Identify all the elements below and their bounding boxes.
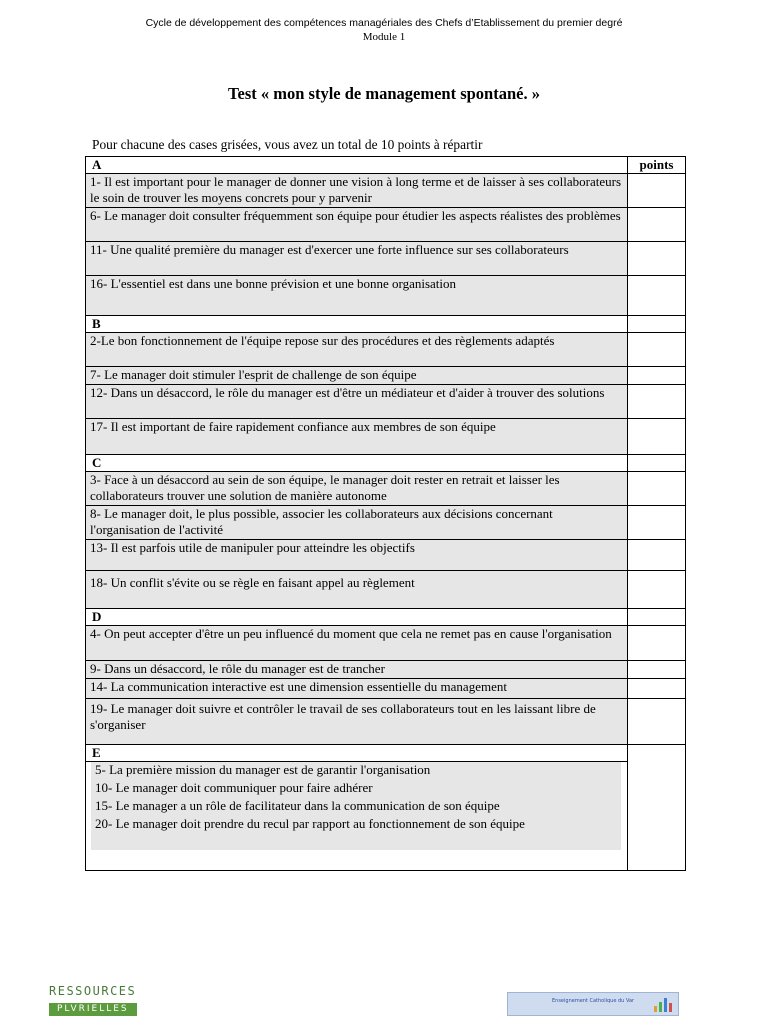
statement-text: 19- Le manager doit suivre et contrôler le travail de ses collaborateurs tout en les laissant libre de s'organiser [86, 699, 628, 745]
document-header-title: Cycle de développement des compétences managériales des Chefs d’Etablissement du premier degré [145, 17, 623, 29]
points-input-cell[interactable] [628, 419, 686, 455]
points-input-cell[interactable] [628, 472, 686, 506]
table-bottom-spacer [91, 850, 621, 870]
statement-row [86, 385, 686, 419]
statement-row [86, 242, 686, 276]
statement-text: 12- Dans un désaccord, le rôle du manager est d'être un médiateur et d'aider à trouver des solutions [86, 385, 628, 419]
statement-text: 4- On peut accepter d'être un peu influencé du moment que cela ne remet pas en cause l'organisation [86, 626, 628, 661]
section-e-body [86, 762, 686, 871]
points-input-cell[interactable] [628, 762, 686, 871]
statement-text: 14- La communication interactive est une dimension essentielle du management [86, 679, 628, 699]
points-input-cell[interactable] [628, 174, 686, 208]
section-letter: A [86, 157, 628, 174]
statement-row [86, 419, 686, 455]
statement-text: 17- Il est important de faire rapidement confiance aux membres de son équipe [86, 419, 628, 455]
statement-row [86, 208, 686, 242]
points-input-cell[interactable] [628, 540, 686, 571]
points-header-cell-empty [628, 316, 686, 333]
points-header-cell-empty [628, 609, 686, 626]
statement-text: 10- Le manager doit communiquer pour faire adhérer [91, 780, 621, 798]
section-e-statements [86, 762, 628, 871]
section-letter: D [86, 609, 628, 626]
statement-row [86, 367, 686, 385]
statement-row [86, 679, 686, 699]
section-header-row [86, 455, 686, 472]
statement-row [86, 174, 686, 208]
statement-row [86, 276, 686, 316]
questionnaire-table [85, 156, 686, 871]
logo-bars-icon [652, 994, 672, 1012]
statement-row [86, 571, 686, 609]
statement-text: 2-Le bon fonctionnement de l'équipe repose sur des procédures et des règlements adaptés [86, 333, 628, 367]
statement-row [86, 661, 686, 679]
statement-text: 7- Le manager doit stimuler l'esprit de challenge de son équipe [86, 367, 628, 385]
points-input-cell[interactable] [628, 208, 686, 242]
points-input-cell[interactable] [628, 661, 686, 679]
statement-text: 20- Le manager doit prendre du recul par rapport au fonctionnement de son équipe [91, 816, 621, 850]
statement-text: 11- Une qualité première du manager est d'exercer une forte influence sur ses collaborateurs [86, 242, 628, 276]
statement-text: 5- La première mission du manager est de garantir l'organisation [91, 762, 621, 780]
statement-text: 9- Dans un désaccord, le rôle du manager est de trancher [86, 661, 628, 679]
points-input-cell[interactable] [628, 333, 686, 367]
statement-row [86, 472, 686, 506]
points-column-header: points [628, 157, 686, 174]
points-input-cell[interactable] [628, 679, 686, 699]
statement-text: 16- L'essentiel est dans une bonne prévision et une bonne organisation [86, 276, 628, 316]
statement-text: 18- Un conflit s'évite ou se règle en faisant appel au règlement [86, 571, 628, 609]
statement-row [86, 506, 686, 540]
section-letter: C [86, 455, 628, 472]
section-header-row [86, 316, 686, 333]
statement-text: 8- Le manager doit, le plus possible, associer les collaborateurs aux décisions concernant l'organisation de l'activité [86, 506, 628, 540]
points-input-cell[interactable] [628, 506, 686, 540]
section-header-row [86, 609, 686, 626]
statement-text: 13- Il est parfois utile de manipuler pour atteindre les objectifs [86, 540, 628, 571]
logo-text-bottom: PLVRIELLES [49, 1003, 137, 1016]
statement-text: 3- Face à un désaccord au sein de son équipe, le manager doit rester en retrait et laisser les collaborateurs trouver une solution de manière autonome [86, 472, 628, 506]
points-input-cell[interactable] [628, 276, 686, 316]
logo-text-top: RESSOURCES [49, 984, 137, 998]
section-header-row [86, 157, 686, 174]
statement-text: 1- Il est important pour le manager de donner une vision à long terme et de laisser à ses collaborateurs le soin de trouver les moyens concrets pour y parvenir [86, 174, 628, 208]
statement-row [86, 333, 686, 367]
statement-row [86, 699, 686, 745]
points-header-cell-empty [628, 745, 686, 762]
section-letter: E [86, 745, 628, 762]
statement-row [86, 540, 686, 571]
logo-caption: Enseignement Catholique du Var [552, 998, 635, 1004]
section-letter: B [86, 316, 628, 333]
points-input-cell[interactable] [628, 385, 686, 419]
section-header-row [86, 745, 686, 762]
ressources-plurielles-logo [49, 984, 139, 1014]
points-input-cell[interactable] [628, 699, 686, 745]
points-input-cell[interactable] [628, 367, 686, 385]
document-header-module: Module 1 [362, 31, 406, 43]
statement-text: 6- Le manager doit consulter fréquemment son équipe pour étudier les aspects réalistes des problèmes [86, 208, 628, 242]
points-input-cell[interactable] [628, 242, 686, 276]
statement-text: 15- Le manager a un rôle de facilitateur dans la communication de son équipe [91, 798, 621, 816]
enseignement-catholique-logo [507, 992, 679, 1016]
statement-row [86, 626, 686, 661]
page-title: Test « mon style de management spontané. » [228, 84, 540, 103]
points-input-cell[interactable] [628, 626, 686, 661]
instructions-text: Pour chacune des cases grisées, vous avez un total de 10 points à répartir [92, 137, 483, 152]
points-input-cell[interactable] [628, 571, 686, 609]
points-header-cell-empty [628, 455, 686, 472]
